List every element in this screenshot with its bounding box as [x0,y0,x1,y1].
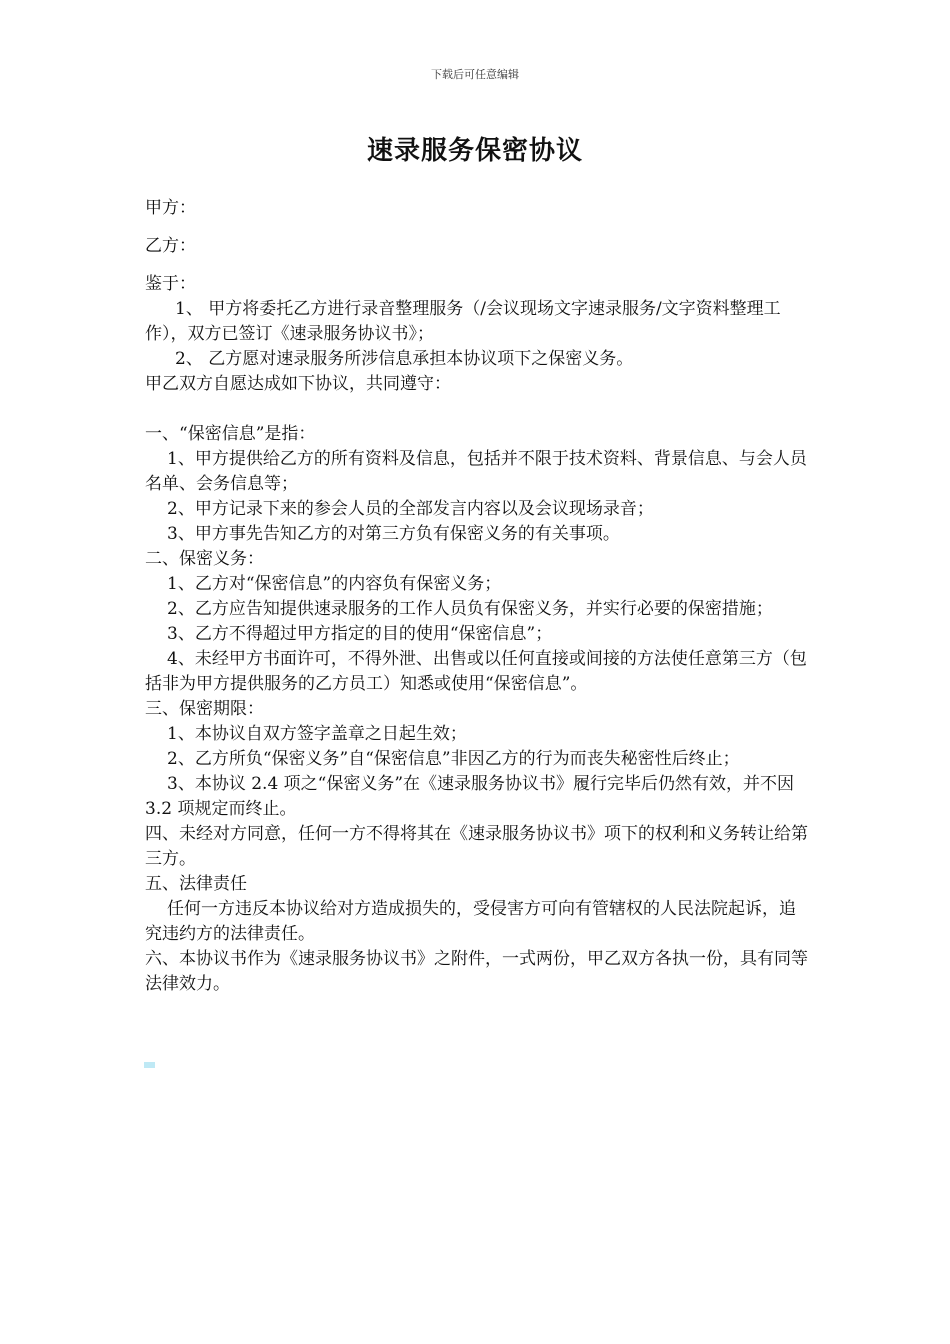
section-1-title: 一、“保密信息”是指： [145,424,316,444]
whereas-item-1: 1、 甲方将委托乙方进行录音整理服务（/会议现场文字速录服务/文字资料整理工作），双方已签订《速录服务协议书》； [145,299,781,344]
party-b-label: 乙方： [145,236,196,256]
section-4: 四、未经对方同意，任何一方不得将其在《速录服务协议书》项下的权利和义务转让给第三方。 [145,824,808,869]
header-note: 下载后可任意编辑 [431,68,519,81]
whereas-item-2: 2、 乙方愿对速录服务所涉信息承担本协议项下之保密义务。 [175,349,634,369]
section-2-item-2: 2、乙方应告知提供速录服务的工作人员负有保密义务，并实行必要的保密措施； [167,599,773,619]
section-1-item-1: 1、甲方提供给乙方的所有资料及信息，包括并不限于技术资料、背景信息、与会人员名单、会务信息等； [145,449,807,494]
section-2-item-1: 1、乙方对“保密信息”的内容负有保密义务； [167,574,502,594]
document-body [145,196,810,997]
agreement-intro: 甲乙双方自愿达成如下协议，共同遵守： [145,374,451,394]
section-1-item-2: 2、甲方记录下来的参会人员的全部发言内容以及会议现场录音； [167,499,654,519]
whereas-label: 鉴于： [145,274,196,294]
section-6: 六、本协议书作为《速录服务协议书》之附件，一式两份，甲乙双方各执一份，具有同等法律效力。 [145,949,808,994]
section-2-item-3: 3、乙方不得超过甲方指定的目的使用“保密信息”； [167,624,553,644]
document-title: 速录服务保密协议 [366,136,583,166]
section-3-title: 三、保密期限： [145,699,264,719]
cursor-marker [144,1062,155,1068]
section-3-item-1: 1、本协议自双方签字盖章之日起生效； [167,724,467,744]
spacer [145,397,810,422]
section-3-item-2: 2、乙方所负“保密义务”自“保密信息”非因乙方的行为而丧失秘密性后终止； [167,749,740,769]
party-a-label: 甲方： [145,198,196,218]
section-3-item-3: 3、本协议 2.4 项之“保密义务”在《速录服务协议书》履行完毕后仍然有效，并不因 3.2 项规定而终止。 [145,774,795,819]
section-2-title: 二、保密义务： [145,549,264,569]
section-2-item-4: 4、未经甲方书面许可，不得外泄、出售或以任何直接或间接的方法使任意第三方（包括非为甲方提供服务的乙方员工）知悉或使用“保密信息”。 [145,649,807,694]
section-1-item-3: 3、甲方事先告知乙方的对第三方负有保密义务的有关事项。 [167,524,620,544]
section-5-body: 任何一方违反本协议给对方造成损失的，受侵害方可向有管辖权的人民法院起诉，追究违约方的法律责任。 [145,899,796,944]
section-5-title: 五、法律责任 [145,874,247,894]
